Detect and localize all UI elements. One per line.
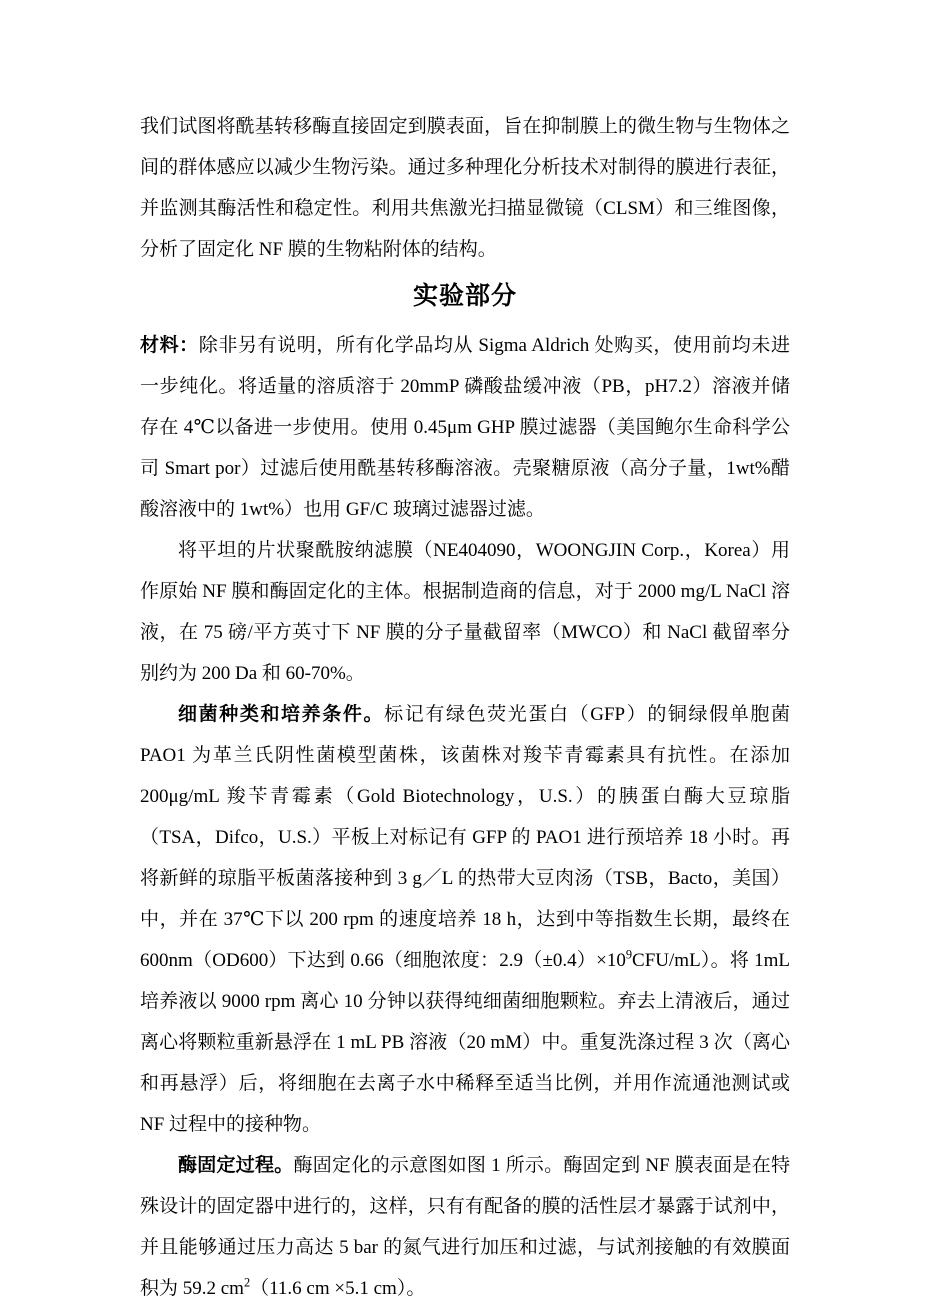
paragraph-enzyme-immobilization — [140, 1145, 790, 1309]
superscript-squared: 2 — [243, 1275, 251, 1290]
paragraph-lead-bacteria: 细菌种类和培养条件。 — [178, 704, 385, 725]
paragraph-abstract — [140, 106, 790, 270]
paragraph-text: 将平坦的片状聚酰胺纳滤膜（NE404090，WOONGJIN Corp.，Korea）用作原始 NF 膜和酶固定化的主体。根据制造商的信息，对于 2000 mg/L NaCl 溶液，在 75 磅/平方英寸下 NF 膜的分子量截留率（MWCO）和 NaCl 截留率分别约为 200 Da 和 60-70%。 — [140, 540, 790, 684]
paragraph-text: 我们试图将酰基转移酶直接固定到膜表面，旨在抑制膜上的微生物与生物体之间的群体感应以减少生物污染。通过多种理化分析技术对制得的膜进行表征，并监测其酶活性和稳定性。利用共焦激光扫描显微镜（CLSM）和三维图像，分析了固定化 NF 膜的生物粘附体的结构。 — [140, 116, 790, 260]
paragraph-text: 标记有绿色荧光蛋白（GFP）的铜绿假单胞菌 PAO1 为革兰氏阴性菌模型菌株，该菌株对羧苄青霉素具有抗性。在添加 200μg/mL 羧苄青霉素（Gold Biotechnology，U.S.）的胰蛋白酶大豆琼脂（TSA，Difco，U.S.）平板上对标记有 GFP 的 PAO1 进行预培养 18 小时。再将新鲜的琼脂平板菌落接种到 3 g／L 的热带大豆肉汤（TSB，Bacto，美国）中，并在 37℃下以 200 rpm 的速度培养 18 h，达到中等指数生长期，最终在 600nm（OD600）下达到 0.66（细胞浓度：2.9（±0.4）×10 — [140, 704, 790, 971]
paragraph-bacteria — [140, 694, 790, 1145]
paragraph-text: （11.6 cm ×5.1 cm）。 — [250, 1278, 426, 1299]
section-heading: 实验部分 — [412, 283, 517, 310]
paragraph-lead-enzyme: 酶固定过程。 — [178, 1155, 294, 1176]
paragraph-membrane — [140, 530, 790, 694]
paragraph-lead-materials: 材料： — [140, 335, 199, 356]
paragraph-text: CFU/mL）。将 1mL 培养液以 9000 rpm 离心 10 分钟以获得纯细菌细胞颗粒。弃去上清液后，通过离心将颗粒重新悬浮在 1 mL PB 溶液（20 mM）中。重复洗涤过程 3 次（离心和再悬浮）后，将细胞在去离子水中稀释至适当比例，并用作流通池测试或 NF 过程中的接种物。 — [140, 950, 790, 1135]
paragraph-text: 除非另有说明，所有化学品均从 Sigma Aldrich 处购买，使用前均未进一步纯化。将适量的溶质溶于 20mmP 磷酸盐缓冲液（PB，pH7.2）溶液并储存在 4℃以备进一步使用。使用 0.45μm GHP 膜过滤器（美国鲍尔生命科学公司 Smart por）过滤后使用酰基转移酶溶液。壳聚糖原液（高分子量，1wt%醋酸溶液中的 1wt%）也用 GF/C 玻璃过滤器过滤。 — [140, 335, 790, 520]
superscript-exponent: 9 — [625, 947, 633, 962]
paragraph-text: 酶固定化的示意图如图 1 所示。酶固定到 NF 膜表面是在特殊设计的固定器中进行的，这样，只有有配备的膜的活性层才暴露于试剂中，并且能够通过压力高达 5 bar 的氮气进行加压和过滤，与试剂接触的有效膜面积为 59.2 cm — [140, 1155, 790, 1299]
paragraph-materials — [140, 325, 790, 530]
